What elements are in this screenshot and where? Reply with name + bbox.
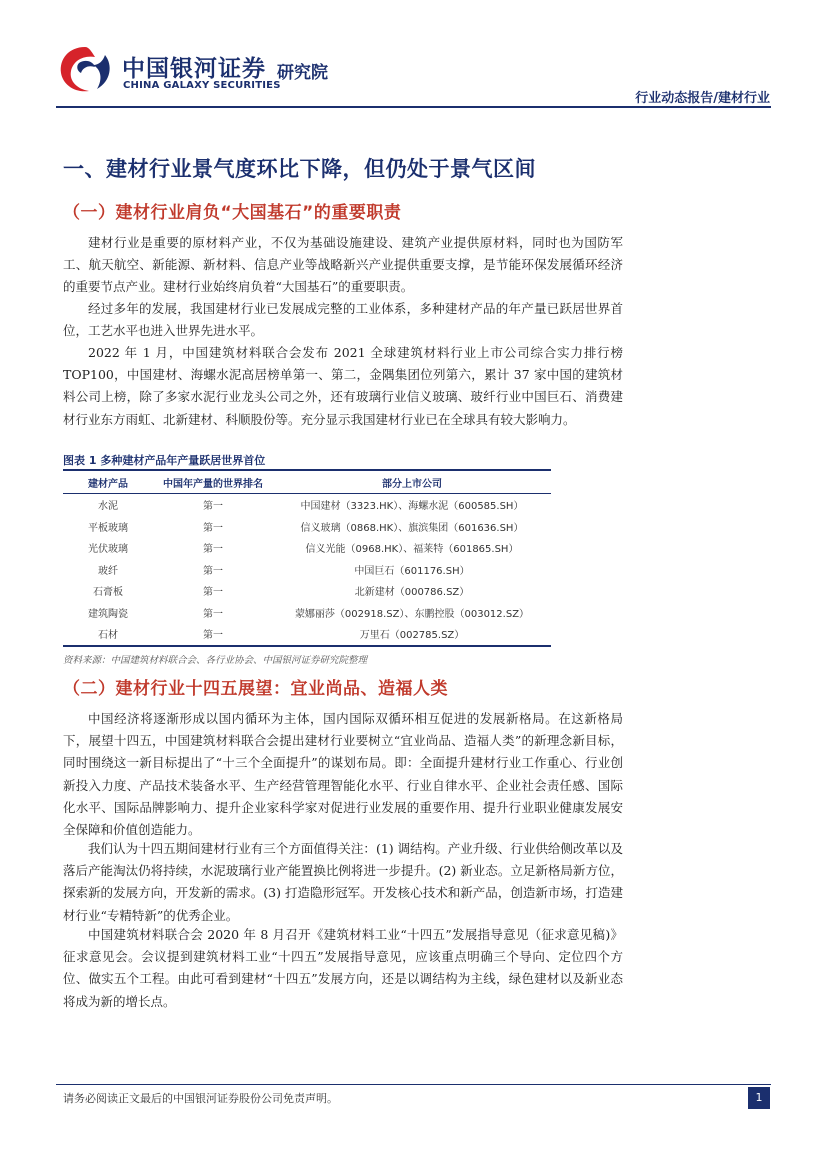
column-header: 部分上市公司: [273, 470, 551, 494]
data-table: [63, 469, 551, 647]
paragraph: 经过多年的发展，我国建材行业已发展成完整的工业体系，多种建材产品的年产量已跃居世界首位，工艺水平也进入世界先进水平。: [63, 301, 623, 339]
table-row: [63, 602, 551, 624]
column-header: 建材产品: [63, 470, 153, 494]
subsection-title-1: （一）建材行业肩负“大国基石”的重要职责: [63, 203, 402, 223]
table-cell: 第一: [153, 623, 273, 646]
table-cell: 水泥: [98, 501, 118, 513]
table-caption: 图表 1 多种建材产品年产量跃居世界首位: [63, 454, 266, 467]
brand-research-label: 研究院: [277, 63, 328, 83]
paragraph: 2022 年 1 月，中国建筑材料联合会发布 2021 全球建筑材料行业上市公司综合实力排行榜 TOP100，中国建材、海螺水泥高居榜单第一、第二，金隅集团位列第六，累计 37 家中国的建筑材料公司上榜，除了多家水泥行业龙头公司之外，还有玻璃行业信义玻璃、玻纤行业中国巨石、消费建材行业东方雨虹、北新建材、科顺股份等。充分显示我国建材行业已在全球具有较大影响力。: [63, 345, 623, 427]
table-row: [63, 623, 551, 646]
galaxy-logo-icon: [55, 43, 115, 95]
table-cell: 第一: [203, 522, 223, 534]
table-row: [63, 494, 551, 516]
paragraph: 中国建筑材料联合会 2020 年 8 月召开《建筑材料工业“十四五”发展指导意见（征求意见稿)》征求意见会。会议提到建筑材料工业“十四五”发展指导意见，应该重点明确三个导向、定位四个方位、做实五个工程。由此可看到建材“十四五”发展方向，还是以调结构为主线，绿色建材以及新业态将成为新的增长点。: [63, 927, 623, 1009]
table-cell: 第一: [203, 587, 223, 599]
column-header: 中国年产量的世界排名: [153, 470, 273, 494]
table-cell: 平板玻璃: [88, 522, 128, 534]
table-cell: 第一: [203, 565, 223, 577]
table-row: [63, 580, 551, 602]
header-divider: [56, 106, 771, 108]
paragraph: 我们认为十四五期间建材行业有三个方面值得关注：(1) 调结构。产业升级、行业供给侧改革以及落后产能淘汰仍将持续，水泥玻璃行业产能置换比例将进一步提升。(2) 新业态。立足新格局新方位，探索新的发展方向，开发新的需求。(3) 打造隐形冠军。开发核心技术和新产品，创造新市场，打造建材行业“专精特新”的优秀企业。: [63, 841, 623, 923]
table-row: [63, 516, 551, 538]
table-row: [63, 559, 551, 581]
table-cell: 第一: [203, 501, 223, 513]
table-cell: 蒙娜丽莎（002918.SZ）、东鹏控股（003012.SZ）: [294, 608, 530, 620]
table-cell: 石材: [63, 623, 153, 646]
table-row: [63, 537, 551, 559]
table-cell: 光伏玻璃: [88, 544, 128, 556]
table-cell: 第一: [203, 544, 223, 556]
page-number: 1: [748, 1087, 770, 1109]
table-cell: 第一: [203, 608, 223, 620]
brand-name-en: CHINA GALAXY SECURITIES: [123, 80, 281, 91]
report-type-label: 行业动态报告/建材行业: [635, 91, 770, 106]
table-header-row: [63, 470, 551, 494]
table-cell: 建筑陶瓷: [88, 608, 128, 620]
subsection-title-2: （二）建材行业十四五展望：宜业尚品、造福人类: [63, 679, 448, 699]
brand-name-cn: 中国银河证券: [122, 56, 266, 82]
footer-disclaimer: 请务必阅读正文最后的中国银河证券股份公司免责声明。: [63, 1092, 338, 1105]
section-title: 一、建材行业景气度环比下降，但仍处于景气区间: [63, 157, 536, 181]
table-source-note: 资料来源：中国建筑材料联合会、各行业协会、中国银河证券研究院整理: [63, 655, 368, 666]
table-cell: 信义玻璃（0868.HK）、旗滨集团（601636.SH）: [300, 522, 524, 534]
paragraph: 中国经济将逐渐形成以国内循环为主体，国内国际双循环相互促进的发展新格局。在这新格局下，展望十四五，中国建筑材料联合会提出建材行业要树立“宜业尚品、造福人类”的新理念新目标，同时围绕这一新目标提出了“十三个全面提升”的谋划布局。即：全面提升建材行业工作重心、行业创新投入力度、产品技术装备水平、生产经营管理智能化水平、行业自律水平、企业社会责任感、国际化水平、国际品牌影响力、提升企业家科学家对促进行业发展的重要作用、提升行业职业健康发展安全保障和价值创造能力。: [63, 711, 623, 838]
table-cell: 北新建材（000786.SZ）: [354, 587, 470, 599]
table-cell: 信义光能（0968.HK）、福莱特（601865.SH）: [305, 544, 519, 556]
table-cell: 中国巨石（601176.SH）: [354, 565, 470, 577]
table-cell: 玻纤: [98, 565, 118, 577]
paragraph: 建材行业是重要的原材料产业，不仅为基础设施建设、建筑产业提供原材料，同时也为国防军工、航天航空、新能源、新材料、信息产业等战略新兴产业提供重要支撑，是节能环保发展循环经济的重要节点产业。建材行业始终肩负着“大国基石”的重要职责。: [63, 235, 623, 295]
table-cell: 中国建材（3323.HK）、海螺水泥（600585.SH）: [300, 501, 524, 513]
footer-divider: [56, 1084, 771, 1085]
table-cell: 石膏板: [93, 587, 123, 599]
table-cell: 万里石（002785.SZ）: [273, 623, 551, 646]
